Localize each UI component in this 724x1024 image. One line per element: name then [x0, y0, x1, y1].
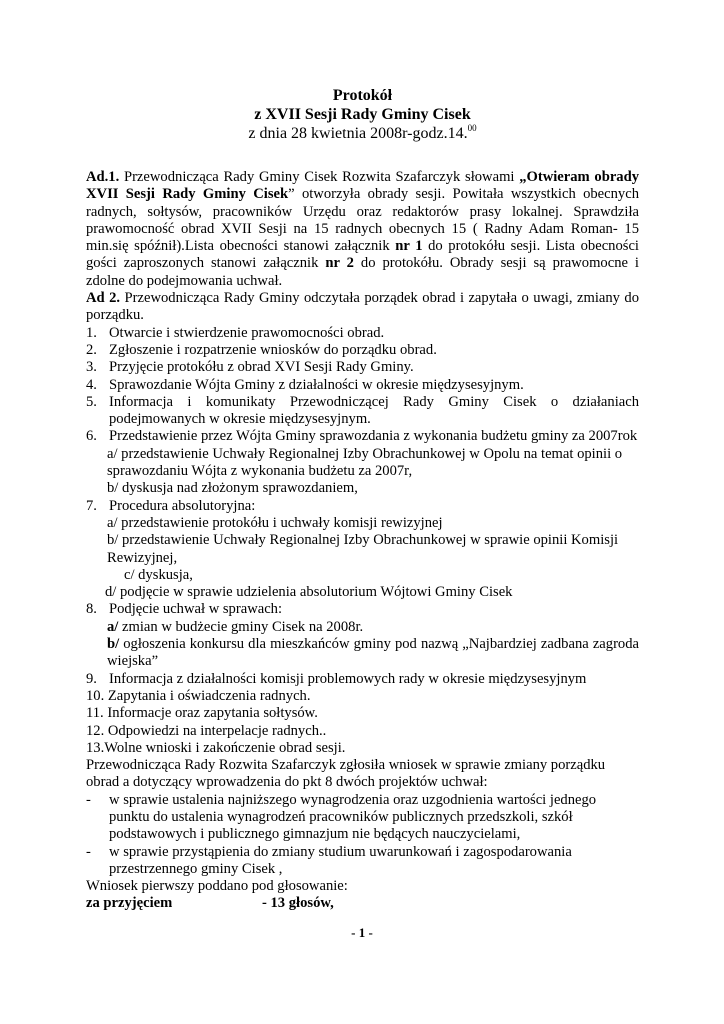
agenda-item-4: 4. Sprawozdanie Wójta Gminy z działalności w okresie międzysesyjnym. [86, 376, 524, 393]
agenda-item-12: 12. Odpowiedzi na interpelacje radnych.. [86, 722, 327, 739]
agenda-item-8: 8. Podjęcie uchwał w sprawach: [86, 601, 283, 618]
agenda-item-1: 1. Otwarcie i stwierdzenie prawomocności obrad. [86, 324, 385, 341]
session-date: z dnia 28 kwietnia 2008r-godz.14.00 [248, 123, 477, 142]
document-title: Protokół [332, 87, 393, 104]
document-page [86, 86, 639, 913]
ad1-paragraph: Ad.1. Przewodnicząca Rady Gminy Cisek Rozwita Szafarczyk słowami „Otwieram obrady XVII Sesji Rady Gminy Cisek” otworzyła obrady sesji. Powitała wszystkich obecnych radnych, sołtysów, pracowników Urzędu oraz redaktorów prasy lokalnej. Sprawdziła prawomocność obrad XVII Sesji na 15 radnych obecnych 15 ( Radny Adam Roman- 15 min.się spóźnił).Lista obecności stanowi załącznik nr 1 do protokółu sesji. Lista obecności gości zaproszonych stanowi załącznik nr 2 do protokółu. Obrady sesji są prawomocne i zdolne do podejmowania uchwał. [86, 169, 640, 289]
motion-item-2: - w sprawie przystąpienia do zmiany studium uwarunkowań i zagospodarowania przestrzennego gminy Cisek , [86, 843, 572, 877]
agenda-item-7: 7. Procedura absolutoryjna: [86, 497, 256, 514]
agenda-item-7d: d/ podjęcie w sprawie udzielenia absolutorium Wójtowi Gminy Cisek [105, 584, 513, 601]
agenda-item-13: 13.Wolne wnioski i zakończenie obrad sesji. [86, 739, 346, 756]
agenda-item-7b: b/ przedstawienie Uchwały Regionalnej Izby Obrachunkowej w sprawie opinii Komisji Rewizyjnej, [107, 532, 619, 566]
agenda-item-11: 11. Informacje oraz zapytania sołtysów. [86, 705, 318, 722]
agenda-item-3: 3. Przyjęcie protokółu z obrad XVI Sesji Rady Gminy. [86, 359, 414, 376]
agenda-item-9: 9. Informacja z działalności komisji problemowych rady w okresie międzysesyjnym [86, 670, 587, 687]
agenda-item-7c: c/ dyskusja, [124, 566, 193, 583]
first-motion-vote-text: Wniosek pierwszy poddano pod głosowanie: [86, 878, 348, 895]
agenda-item-6: 6. Przedstawienie przez Wójta Gminy sprawozdania z wykonania budżetu gminy za 2007rok [86, 428, 638, 445]
motion-intro: Przewodnicząca Rady Rozwita Szafarczyk zgłosiła wniosek w sprawie zmiany porządku obrad a dotyczący wprowadzenia do pkt 8 dwóch projektów uchwał: [86, 757, 606, 791]
agenda-item-8a: a/ zmian w budżecie gminy Cisek na 2008r. [107, 618, 364, 635]
agenda-item-10: 10. Zapytania i oświadczenia radnych. [86, 687, 311, 704]
ad2-paragraph: Ad 2. Przewodnicząca Rady Gminy odczytała porządek obrad i zapytała o uwagi, zmiany do porządku. [86, 290, 640, 324]
page-number: - 1 - [351, 925, 373, 940]
agenda-item-5: 5. Informacja i komunikaty Przewodniczącej Rady Gminy Cisek o działaniach podejmowanych w okresie międzysesyjnym. [86, 393, 639, 428]
agenda-item-6a: a/ przedstawienie Uchwały Regionalnej Izby Obrachunkowej w Opolu na temat opinii o sprawozdaniu Wójta z wykonania budżetu za 2007r, [107, 445, 623, 480]
agenda-item-8b: b/ ogłoszenia konkursu dla mieszkańców gminy pod nazwą „Najbardziej zadbana zagroda wiejska” [107, 636, 639, 670]
agenda-item-2: 2. Zgłoszenie i rozpatrzenie wniosków do porządku obrad. [86, 341, 437, 358]
agenda-item-6b: b/ dyskusja nad złożonym sprawozdaniem, [107, 480, 358, 497]
session-title: z XVII Sesji Rady Gminy Cisek [254, 106, 471, 123]
motion-item-1: - w sprawie ustalenia najniższego wynagrodzenia oraz uzgodnienia wartości jednego punktu do ustalenia wynagrodzeń pracowników publicznych przedszkoli, szkół podstawowych i publicznego gimnazjum nie będących nauczycielami, [86, 791, 597, 843]
vote-result: za przyjęciem - 13 głosów, [86, 895, 334, 912]
agenda-item-7a: a/ przedstawienie protokółu i uchwały komisji rewizyjnej [107, 514, 443, 531]
